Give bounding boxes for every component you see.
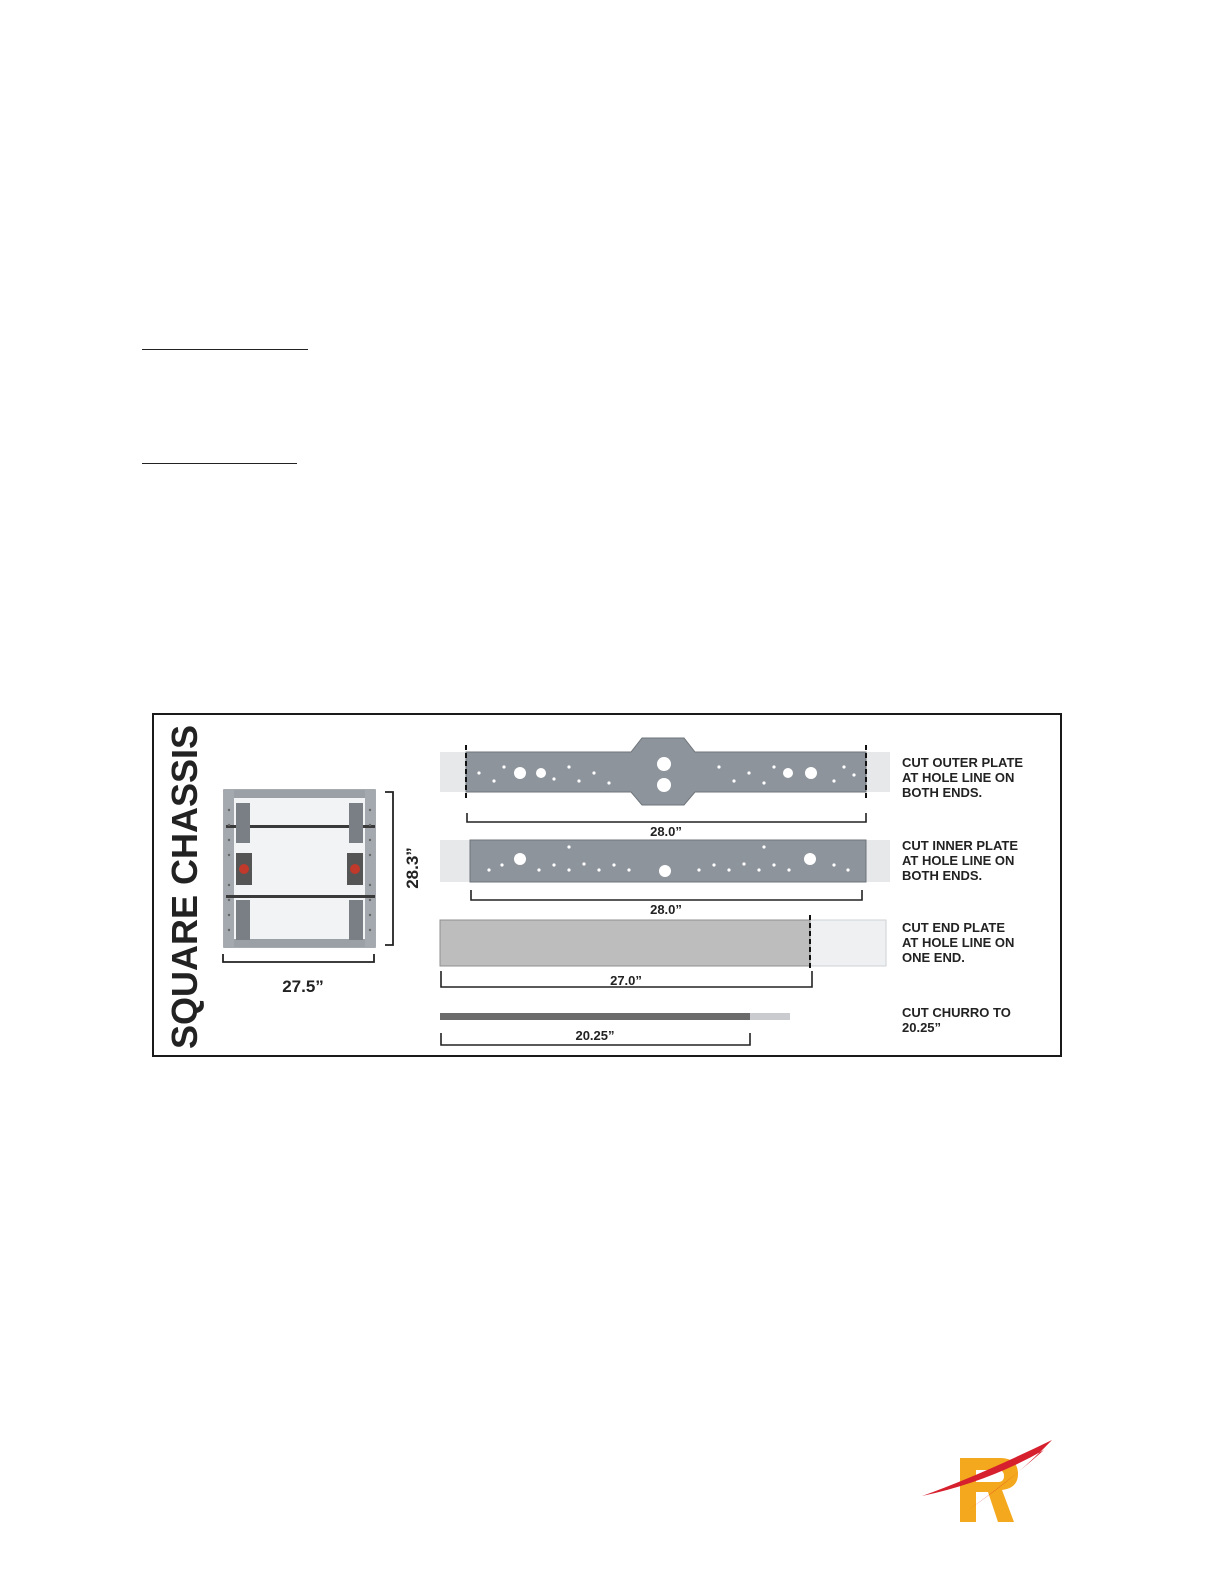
square-chassis-figure: [152, 713, 1062, 1057]
instruction-line: CUT END PLATE: [902, 920, 1006, 935]
underline-rule-1: [142, 349, 308, 350]
churro-instructions: [902, 1005, 1011, 1035]
instruction-line: AT HOLE LINE ON: [902, 853, 1015, 868]
end-plate: [440, 915, 886, 971]
chassis-height-label: 28.3”: [403, 847, 422, 889]
end-plate-dimension: 27.0”: [610, 973, 642, 988]
chassis-width-label: 27.5”: [282, 977, 324, 996]
instruction-line: CUT INNER PLATE: [902, 838, 1019, 853]
instruction-line: 20.25”: [902, 1020, 942, 1035]
figure-title: SQUARE CHASSIS: [164, 724, 205, 1050]
instruction-line: AT HOLE LINE ON: [902, 935, 1015, 950]
outer-plate-instructions: [902, 755, 1023, 800]
instruction-line: ONE END.: [902, 950, 965, 965]
underline-rule-2: [142, 463, 297, 464]
instruction-line: BOTH ENDS.: [902, 785, 983, 800]
inner-plate-instructions: [902, 838, 1018, 883]
outer-plate: [440, 738, 890, 805]
stylized-r-logo-icon: [918, 1436, 1058, 1536]
chassis-top-view: [224, 790, 375, 947]
inner-plate-dimension: 28.0”: [650, 902, 682, 917]
instruction-line: CUT OUTER PLATE: [902, 755, 1024, 770]
instruction-line: AT HOLE LINE ON: [902, 770, 1015, 785]
end-plate-instructions: [902, 920, 1014, 965]
inner-plate: [440, 840, 890, 882]
churro: [440, 1013, 790, 1020]
instruction-line: CUT CHURRO TO: [902, 1005, 1011, 1020]
instruction-line: BOTH ENDS.: [902, 868, 983, 883]
outer-plate-dimension: 28.0”: [650, 824, 682, 839]
churro-dimension: 20.25”: [575, 1028, 615, 1043]
